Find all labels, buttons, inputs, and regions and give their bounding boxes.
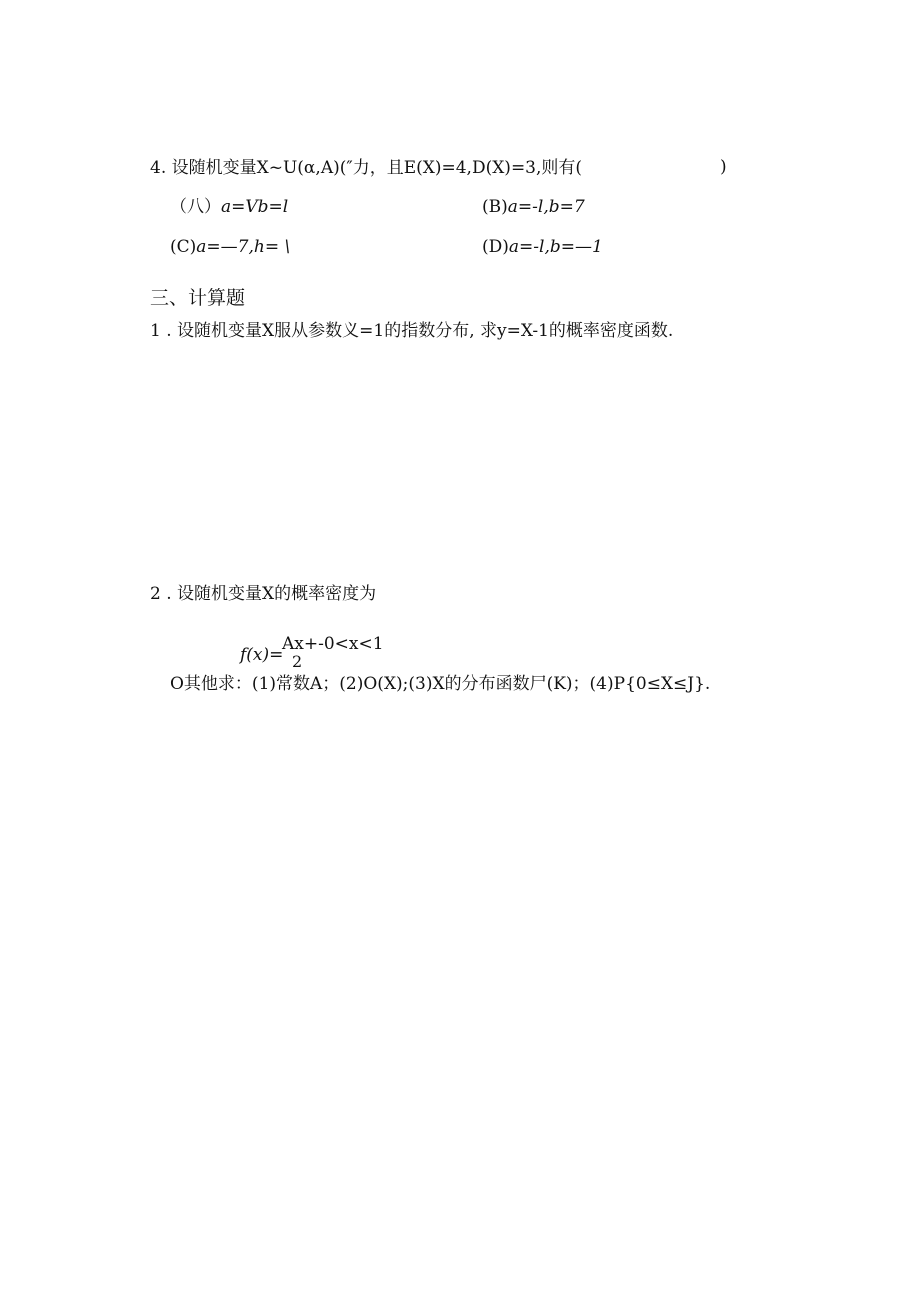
- option-a-label: （八）: [170, 197, 221, 217]
- option-a: [170, 196, 288, 218]
- formula-numerator: [282, 634, 384, 654]
- option-c-label: (C): [170, 237, 197, 257]
- formula-top-text: Ax+-0<x<1: [282, 634, 384, 654]
- formula-denominator: 2: [292, 652, 303, 671]
- option-b: [482, 196, 585, 218]
- problem-2-tasks: O其他求：(1)常数A；(2)O(X);(3)X的分布函数尸(K)；(4)P{0≤X≤J}.: [170, 674, 711, 694]
- option-d: [482, 236, 603, 258]
- option-c: [170, 236, 290, 258]
- option-b-text: a=-l,b=7: [507, 197, 585, 217]
- question-4-close-paren: ): [720, 157, 727, 177]
- option-d-label: (D): [482, 237, 509, 257]
- option-d-text: a=-l,b=—1: [508, 237, 603, 257]
- option-c-text: a=—7,h= \: [196, 237, 291, 257]
- problem-1: 1 . 设随机变量X服从参数义=1的指数分布, 求y=X-1的概率密度函数.: [150, 321, 674, 341]
- formula-lhs: f(x)=: [240, 645, 284, 665]
- section-heading: 三、计算题: [150, 287, 246, 309]
- option-a-text: a=Vb=l: [221, 197, 289, 217]
- option-b-label: (B): [482, 197, 508, 217]
- problem-2-intro: 2 . 设随机变量X的概率密度为: [150, 584, 377, 604]
- question-4-stem: 4. 设随机变量X~U(α,A)(″力，且E(X)=4,D(X)=3,则有(: [150, 158, 583, 178]
